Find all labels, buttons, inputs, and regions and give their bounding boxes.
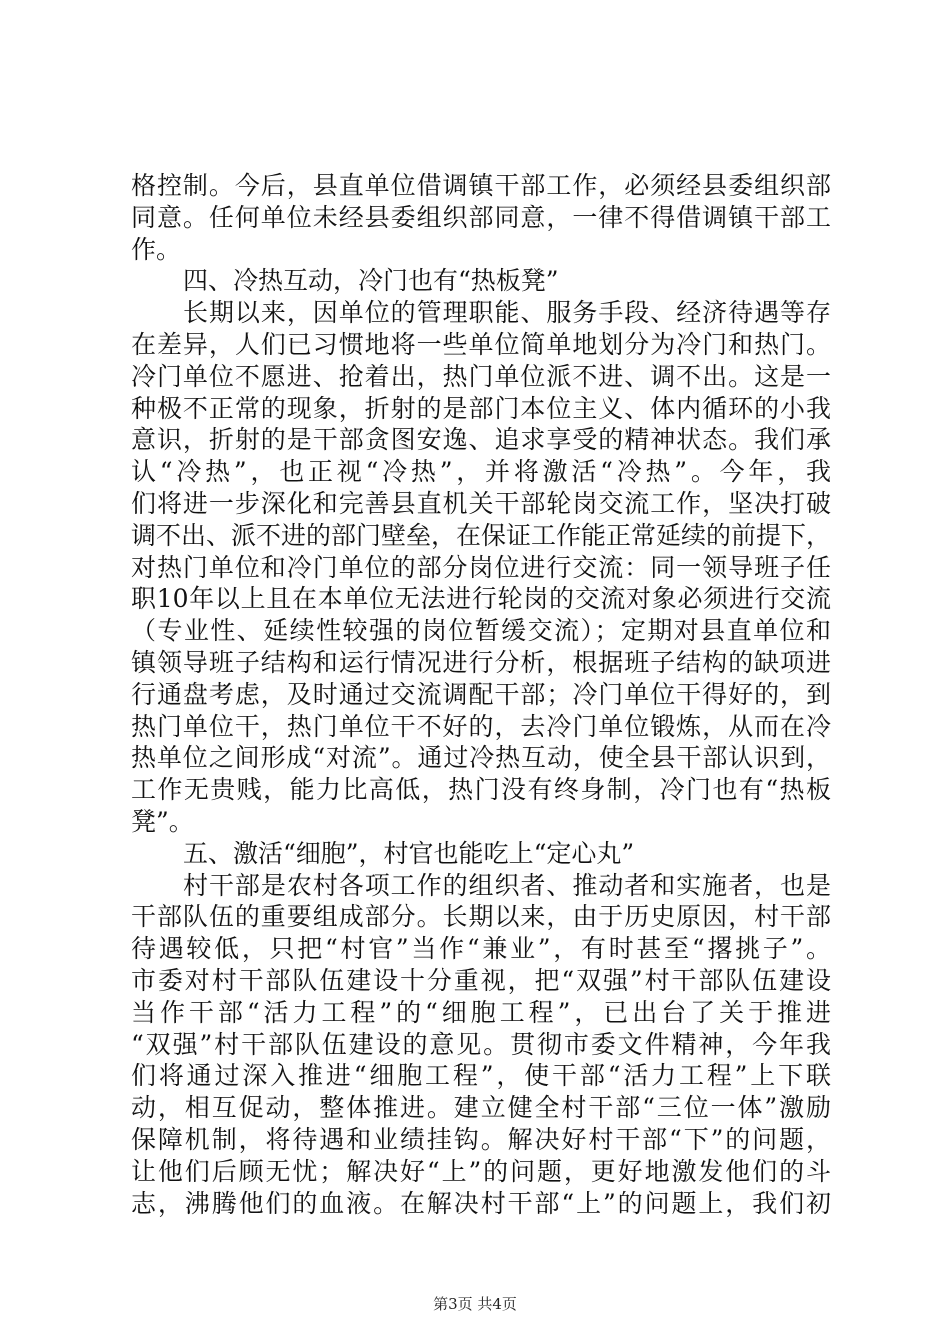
text-line: （专业性、延续性较强的岗位暂缓交流）；定期对县直单位和 [131, 616, 831, 646]
text-line: 热门单位干，热门单位干不好的，去冷门单位锻炼，从而在冷 [131, 711, 831, 741]
text-line: 村干部是农村各项工作的组织者、推动者和实施者，也是 [183, 870, 831, 900]
text-line: 们将进一步深化和完善县直机关干部轮岗交流工作，坚决打破 [131, 488, 831, 518]
text-line: 待遇较低，只把“村官”当作“兼业”，有时甚至“撂挑子”。 [131, 934, 831, 964]
section-heading: 四、冷热互动，冷门也有“热板凳” [183, 266, 559, 296]
text-line: 让他们后顾无忧；解决好“上”的问题，更好地激发他们的斗 [131, 1156, 831, 1186]
text-line: 长期以来，因单位的管理职能、服务手段、经济待遇等存 [183, 298, 831, 328]
section-heading: 五、激活“细胞”，村官也能吃上“定心丸” [183, 838, 635, 868]
text-line: 们将通过深入推进“细胞工程”，使干部“活力工程”上下联 [131, 1061, 831, 1091]
page-number-footer: 第3页 共4页 [433, 1295, 517, 1313]
text-line: 市委对村干部队伍建设十分重视，把“双强”村干部队伍建设 [131, 965, 831, 995]
text-line: 热单位之间形成“对流”。通过冷热互动，使全县干部认识到， [131, 743, 831, 773]
text-line: 职10年以上且在本单位无法进行轮岗的交流对象必须进行交流 [131, 584, 831, 614]
text-line: 认“冷热”，也正视“冷热”，并将激活“冷热”。今年，我 [131, 457, 831, 487]
text-line: 保障机制，将待遇和业绩挂钩。解决好村干部“下”的问题， [131, 1124, 831, 1154]
text-line: 作。 [131, 234, 182, 264]
text-line: 凳”。 [131, 806, 194, 836]
text-line: 行通盘考虑，及时通过交流调配干部；冷门单位干得好的，到 [131, 679, 831, 709]
text-line: 种极不正常的现象，折射的是部门本位主义、体内循环的小我 [131, 393, 831, 423]
text-line: 同意。任何单位未经县委组织部同意，一律不得借调镇干部工 [131, 202, 831, 232]
text-line: 对热门单位和冷门单位的部分岗位进行交流：同一领导班子任 [131, 552, 831, 582]
text-line: 冷门单位不愿进、抢着出，热门单位派不进、调不出。这是一 [131, 361, 831, 391]
text-line: “双强”村干部队伍建设的意见。贯彻市委文件精神，今年我 [131, 1029, 831, 1059]
text-line: 调不出、派不进的部门壁垒，在保证工作能正常延续的前提下， [131, 520, 832, 550]
text-line: 干部队伍的重要组成部分。长期以来，由于历史原因，村干部 [131, 902, 831, 932]
document-body [131, 170, 831, 1219]
text-line: 志，沸腾他们的血液。在解决村干部“上”的问题上，我们初 [131, 1188, 831, 1218]
text-line: 格控制。今后，县直单位借调镇干部工作，必须经县委组织部 [131, 171, 831, 200]
text-line: 镇领导班子结构和运行情况进行分析，根据班子结构的缺项进 [131, 647, 831, 677]
text-line: 在差异，人们已习惯地将一些单位简单地划分为冷门和热门。 [131, 329, 831, 359]
text-line: 工作无贵贱，能力比高低，热门没有终身制，冷门也有“热板 [131, 775, 831, 805]
text-line: 意识，折射的是干部贪图安逸、追求享受的精神状态。我们承 [131, 425, 831, 455]
text-line: 当作干部“活力工程”的“细胞工程”，已出台了关于推进 [131, 997, 831, 1027]
text-line: 动，相互促动，整体推进。建立健全村干部“三位一体”激励 [131, 1093, 831, 1123]
